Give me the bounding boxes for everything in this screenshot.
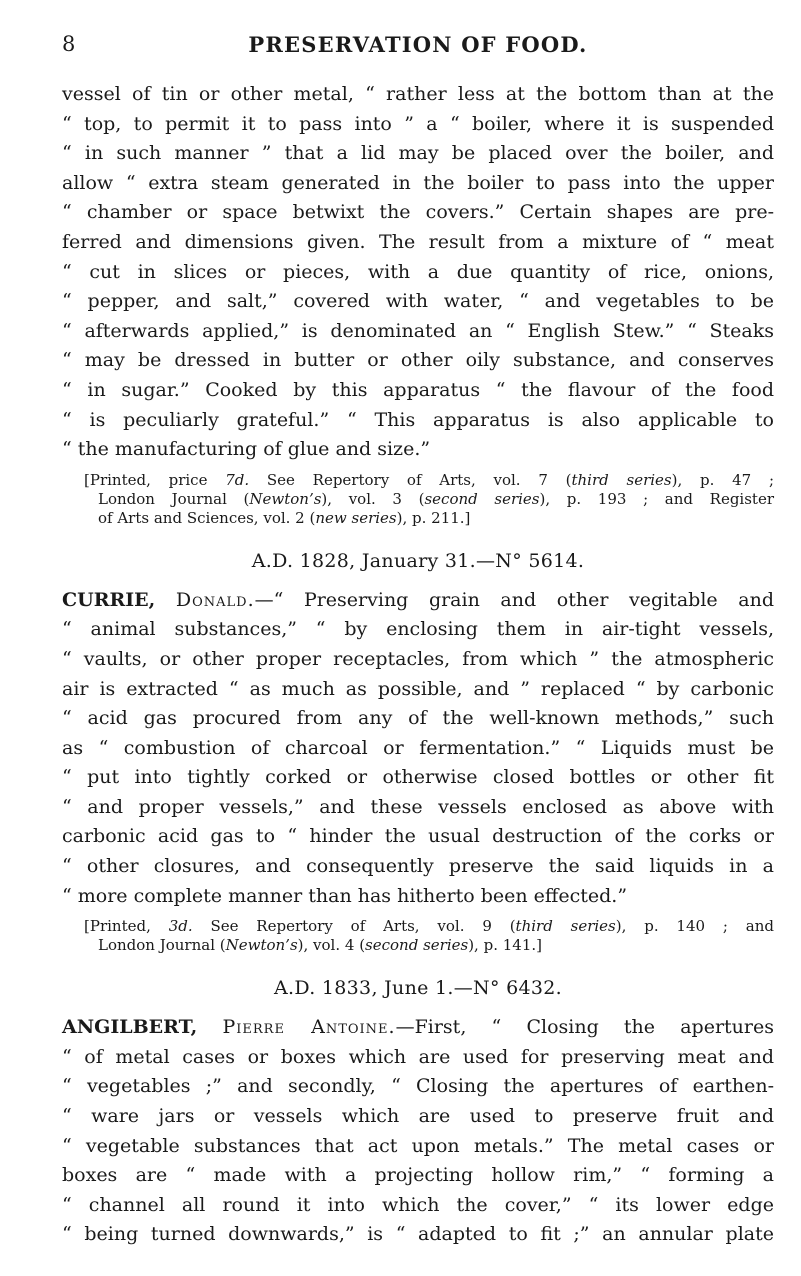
text-line: “ pepper, and salt,” covered with water, “ and vegetables to be (62, 290, 774, 313)
text-line: as “ combustion of charcoal or fermentation.” “ Liquids must be (62, 736, 774, 759)
text-line: “ ware jars or vessels which are used to preserve fruit and (62, 1105, 774, 1128)
text-line: “ is peculiarly grateful.” “ This apparatus is also applicable to (62, 408, 774, 431)
text-line: “ afterwards applied,” is denominated an “ English Stew.” “ Steaks (62, 319, 774, 342)
text-line: “ more complete manner than has hitherto been effected.” (62, 884, 628, 907)
continuation-paragraph (62, 80, 774, 465)
note-line: London Journal (Newton’s), vol. 4 (second series), p. 141.] (98, 936, 542, 955)
text-line: “ chamber or space betwixt the covers.” Certain shapes are pre- (62, 201, 774, 224)
note-line: London Journal (Newton’s), vol. 3 (second series), p. 193 ; and Register (98, 489, 774, 508)
text-line: carbonic acid gas to “ hinder the usual destruction of the corks or (62, 825, 774, 848)
patent-entry (62, 1013, 774, 1250)
text-line: ANGILBERT, Pierre Antoine.—First, “ Closing the apertures (62, 1016, 774, 1039)
text-line: “ vegetables ;” and secondly, “ Closing the apertures of earthen- (62, 1075, 774, 1098)
text-line: “ being turned downwards,” is “ adapted to fit ;” an annular plate (62, 1223, 774, 1246)
text-line: “ top, to permit it to pass into ” a “ boiler, where it is suspended (62, 112, 774, 135)
text-line: “ vegetable substances that act upon metals.” The metal cases or (62, 1134, 774, 1157)
text-line: “ may be dressed in butter or other oily substance, and conserves (62, 349, 774, 372)
patentee-surname: CURRIE, (62, 588, 156, 611)
text-line: “ the manufacturing of glue and size.” (62, 438, 431, 461)
text-line: “ in sugar.” Cooked by this apparatus “ the flavour of the food (62, 378, 774, 401)
reference-note (84, 917, 774, 955)
text-line: “ in such manner ” that a lid may be placed over the boiler, and (62, 142, 774, 165)
patent-entry (62, 586, 774, 912)
text-line: air is extracted “ as much as possible, and ” replaced “ by carbonic (62, 677, 774, 700)
text-line: “ of metal cases or boxes which are used for preserving meat and (62, 1045, 774, 1068)
note-line: [Printed, price 7d. See Repertory of Arts, vol. 7 (third series), p. 47 ; (84, 470, 775, 489)
text-line: boxes are “ made with a projecting hollow rim,” “ forming a (62, 1164, 774, 1187)
running-title: PRESERVATION OF FOOD. (248, 32, 588, 57)
page-number: 8 (62, 32, 76, 56)
text-line: “ animal substances,” “ by enclosing them in air-tight vessels, (62, 618, 774, 641)
page-header (62, 18, 774, 62)
text-line: “ vaults, or other proper receptacles, from which ” the atmospheric (62, 647, 774, 670)
text-line: ferred and dimensions given. The result from a mixture of “ meat (62, 230, 774, 253)
patentee-surname: ANGILBERT, (62, 1016, 198, 1039)
text-line: “ and proper vessels,” and these vessels enclosed as above with (62, 795, 774, 818)
text-line: “ acid gas procured from any of the well-known methods,” such (62, 707, 774, 730)
entry-date: A.D. 1833, June 1.—N° 6432. (274, 977, 562, 1000)
reference-note (84, 471, 774, 528)
entry-date: A.D. 1828, January 31.—N° 5614. (251, 549, 585, 572)
text-line: “ put into tightly corked or otherwise closed bottles or other fit (62, 766, 774, 789)
text-line: “ cut in slices or pieces, with a due quantity of rice, onions, (62, 260, 774, 283)
text-line: “ other closures, and consequently preserve the said liquids in a (62, 855, 774, 878)
text-line: vessel of tin or other metal, “ rather less at the bottom than at the (62, 83, 774, 105)
text-line: allow “ extra steam generated in the boiler to pass into the upper (62, 171, 774, 194)
note-line: [Printed, 3d. See Repertory of Arts, vol. 9 (third series), p. 140 ; and (84, 917, 774, 936)
text-line: CURRIE, Donald.—“ Preserving grain and other vegitable and (62, 588, 774, 611)
note-line: of Arts and Sciences, vol. 2 (new series), p. 211.] (98, 508, 471, 527)
patentee-forename: Pierre Antoine. (222, 1016, 396, 1039)
patentee-forename: Donald. (175, 588, 255, 611)
text-line: “ channel all round it into which the cover,” “ its lower edge (62, 1193, 774, 1216)
book-page (62, 18, 774, 1250)
